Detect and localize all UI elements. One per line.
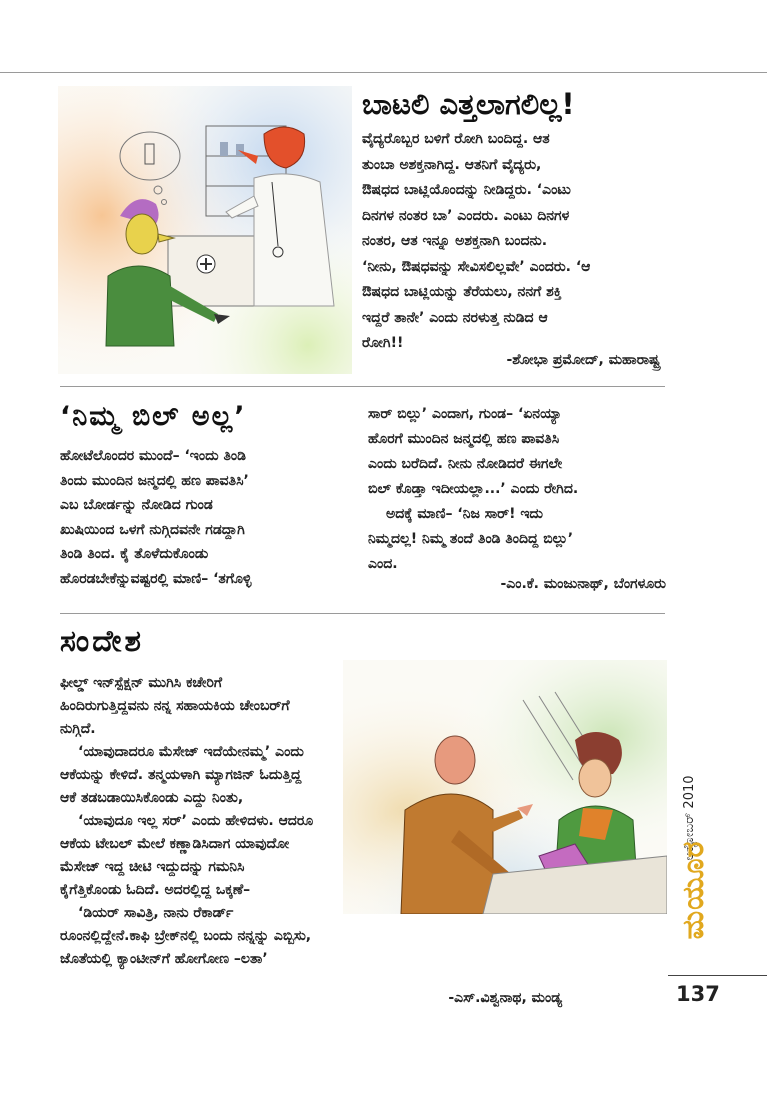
story3-line: ನುಗ್ಗಿದೆ. xyxy=(60,721,96,737)
story2-left-line: ತಿಂದು ಮುಂದಿನ ಜನ್ಮದಲ್ಲಿ ಹಣ ಪಾವತಿಸಿ’ xyxy=(60,472,249,489)
story1-line: ‘ನೀನು, ಔಷಧವನ್ನು ಸೇವಿಸಲಿಲ್ಲವೇ’ ಎಂದರು. ‘ಆ xyxy=(362,258,591,275)
story3-body-top xyxy=(60,672,540,971)
story2-right-line: ಅದಕ್ಕೆ ಮಾಣಿ– ‘ನಿಜ ಸಾರ್! ಇದು xyxy=(386,506,543,522)
story3-title: ಸಂದೇಶ xyxy=(60,624,144,659)
story3-line: ಹಿಂದಿರುಗುತ್ತಿದ್ದವನು ನನ್ನ ಸಹಾಯಕಿಯ ಚೇಂಬರ್‌ಗೆ xyxy=(60,698,290,714)
story1-line: ನಂತರ, ಆತ ಇನ್ನೂ ಅಶಕ್ತನಾಗಿ ಬಂದನು. xyxy=(362,233,548,249)
story2-left-column xyxy=(60,444,358,591)
story2-left-line: ಹೊರಡಬೇಕೆನ್ನುವಷ್ಟರಲ್ಲಿ ಮಾಣಿ– ‘ತಗೊಳ್ಳಿ xyxy=(60,570,252,587)
doctor-patient-illustration xyxy=(58,86,352,374)
story3-line: ಕೈಗೆತ್ತಿಕೊಂಡು ಓದಿದೆ. ಅದರಲ್ಲಿದ್ದ ಒಕ್ಕಣೆ– xyxy=(60,882,251,898)
story2-left-line: ತಿಂಡಿ ತಿಂದ. ಕೈ ತೊಳೆದುಕೊಂಡು xyxy=(60,546,209,562)
story3-line: ಮೆಸೇಜ್ ಇದ್ದ ಚೀಟಿ ಇದ್ದುದನ್ನು ಗಮನಿಸಿ xyxy=(60,859,245,875)
story2-right-line: ಎಂದ. xyxy=(368,556,398,572)
issue-date: ಅಕ್ಟೋಬರ್ 2010 xyxy=(682,775,697,861)
story2-right-line: ಸಾರ್ ಬಿಲ್ಲು’ ಎಂದಾಗ, ಗುಂಡ– ‘ಏನಯ್ಯಾ xyxy=(368,406,562,422)
story3-line: ಜೊತೆಯಲ್ಲಿ ಕ್ಯಾಂಟೀನ್‌ಗೆ ಹೋಗೋಣ –ಲತಾ’ xyxy=(60,951,268,967)
story2-right-column xyxy=(368,402,668,577)
story3-line: ಆಕೆ ತಡಬಡಾಯಿಸಿಕೊಂಡು ಎದ್ದು ನಿಂತು, xyxy=(60,790,244,806)
story2-right-line: ಎಂದು ಬರೆದಿದೆ. ನೀನು ನೋಡಿದರೆ ಈಗಲೇ xyxy=(368,456,563,472)
doctor-patient-drawing xyxy=(58,86,352,374)
story1-line: ದಿನಗಳ ನಂತರ ಬಾ’ ಎಂದರು. ಎಂಟು ದಿನಗಳ xyxy=(362,207,570,224)
story1-title: ಬಾಟಲಿ ಎತ್ತಲಾಗಲಿಲ್ಲ! xyxy=(362,87,575,121)
story2-left-line: ಹೋಟೆಲೊಂದರ ಮುಂದೆ– ‘ಇಂದು ತಿಂಡಿ xyxy=(60,448,246,464)
story1-line: ತುಂಬಾ ಅಶಕ್ತನಾಗಿದ್ದ. ಆತನಿಗೆ ವೈದ್ಯರು, xyxy=(362,156,542,173)
story3-line: ‘ಯಾವುದಾದರೂ ಮೆಸೇಜ್ ಇದೆಯೇನಮ್ಮ’ ಎಂದು xyxy=(78,744,304,760)
page-number-rule xyxy=(668,975,767,976)
story2-right-line: ಬಿಲ್ ಕೊಡ್ತಾ ಇದೀಯಲ್ಲಾ...’ ಎಂದು ರೇಗಿದ. xyxy=(368,481,579,497)
story3-line: ‘ಡಿಯರ್ ಸಾವಿತ್ರಿ, ನಾನು ರೆಕಾರ್ಡ್ xyxy=(78,905,234,921)
story1-credit: -ಶೋಭಾ ಪ್ರಮೋದ್, ಮಹಾರಾಷ್ಟ್ರ xyxy=(506,352,660,368)
story1-line: ಇದ್ದರೆ ತಾನೇ’ ಎಂದು ನರಳುತ್ತ ನುಡಿದ ಆ xyxy=(362,309,548,326)
page-number: 137 xyxy=(676,982,720,1006)
story3-line: ಆಕೆಯ ಟೇಬಲ್ ಮೇಲೆ ಕಣ್ಣಾಡಿಸಿದಾಗ ಯಾವುದೋ xyxy=(60,836,290,852)
story2-title: ‘ನಿಮ್ಮ ಬಿಲ್ ಅಲ್ಲ’ xyxy=(60,401,247,432)
story2-credit: -ಎಂ.ಕೆ. ಮಂಜುನಾಥ್, ಬೆಂಗಳೂರು xyxy=(500,576,666,592)
story3-line: ರೂಂನಲ್ಲಿದ್ದೇನೆ.ಕಾಫಿ ಬ್ರೇಕ್‌ನಲ್ಲಿ ಬಂದು ನನ್ನನ್ನು ಎಬ್ಬಿಸು, xyxy=(60,928,312,944)
story3-line: ಆಕೆಯನ್ನು ಕೇಳಿದೆ. ತನ್ಮಯಳಾಗಿ ಮ್ಯಾಗಜಿನ್ ಓದುತ್ತಿದ್ದ xyxy=(60,767,302,783)
story1-body xyxy=(362,127,667,357)
story2-left-line: ಖುಷಿಯಿಂದ ಒಳಗೆ ನುಗ್ಗಿದವನೇ ಗಡದ್ದಾಗಿ xyxy=(60,521,245,538)
story2-right-line: ನಿಮ್ಮದಲ್ಲ! ನಿಮ್ಮ ತಂದೆ ತಿಂಡಿ ತಿಂದಿದ್ದ ಬಿಲ್ಲು’ xyxy=(368,531,574,547)
story1-line: ವೈದ್ಯರೊಬ್ಬರ ಬಳಿಗೆ ರೋಗಿ ಬಂದಿದ್ದ. ಆತ xyxy=(362,131,550,147)
story2-divider xyxy=(60,613,665,614)
top-rule xyxy=(0,72,767,73)
story3-credit: -ಎಸ್.ವಿಶ್ವನಾಥ, ಮಂಡ್ಯ xyxy=(448,990,562,1006)
magazine-logo: ಮಯೂರ xyxy=(676,840,711,940)
story1-divider xyxy=(60,386,665,387)
story3-line: ‘ಯಾವುದೂ ಇಲ್ಲ ಸರ್’ ಎಂದು ಹೇಳಿದಳು. ಆದರೂ xyxy=(78,813,314,829)
story1-line: ಔಷಧದ ಬಾಟ್ಲಿಯೊಂದನ್ನು ನೀಡಿದ್ದರು. ‘ಎಂಟು xyxy=(362,182,571,198)
story1-line: ಔಷಧದ ಬಾಟ್ಲಿಯನ್ನು ತೆರೆಯಲು, ನನಗೆ ಶಕ್ತಿ xyxy=(362,284,562,300)
story1-line: ರೋಗಿ!! xyxy=(362,335,404,351)
story3-line: ಫೀಲ್ಡ್ ಇನ್‌ಸ್ಪೆಕ್ಷನ್ ಮುಗಿಸಿ ಕಚೇರಿಗೆ xyxy=(60,675,223,691)
story2-left-line: ಎಬ ಬೋರ್ಡನ್ನು ನೋಡಿದ ಗುಂಡ xyxy=(60,497,213,513)
magazine-branding xyxy=(672,748,712,972)
story2-right-line: ಹೊರಗೆ ಮುಂದಿನ ಜನ್ಮದಲ್ಲಿ ಹಣ ಪಾವತಿಸಿ xyxy=(368,431,560,447)
